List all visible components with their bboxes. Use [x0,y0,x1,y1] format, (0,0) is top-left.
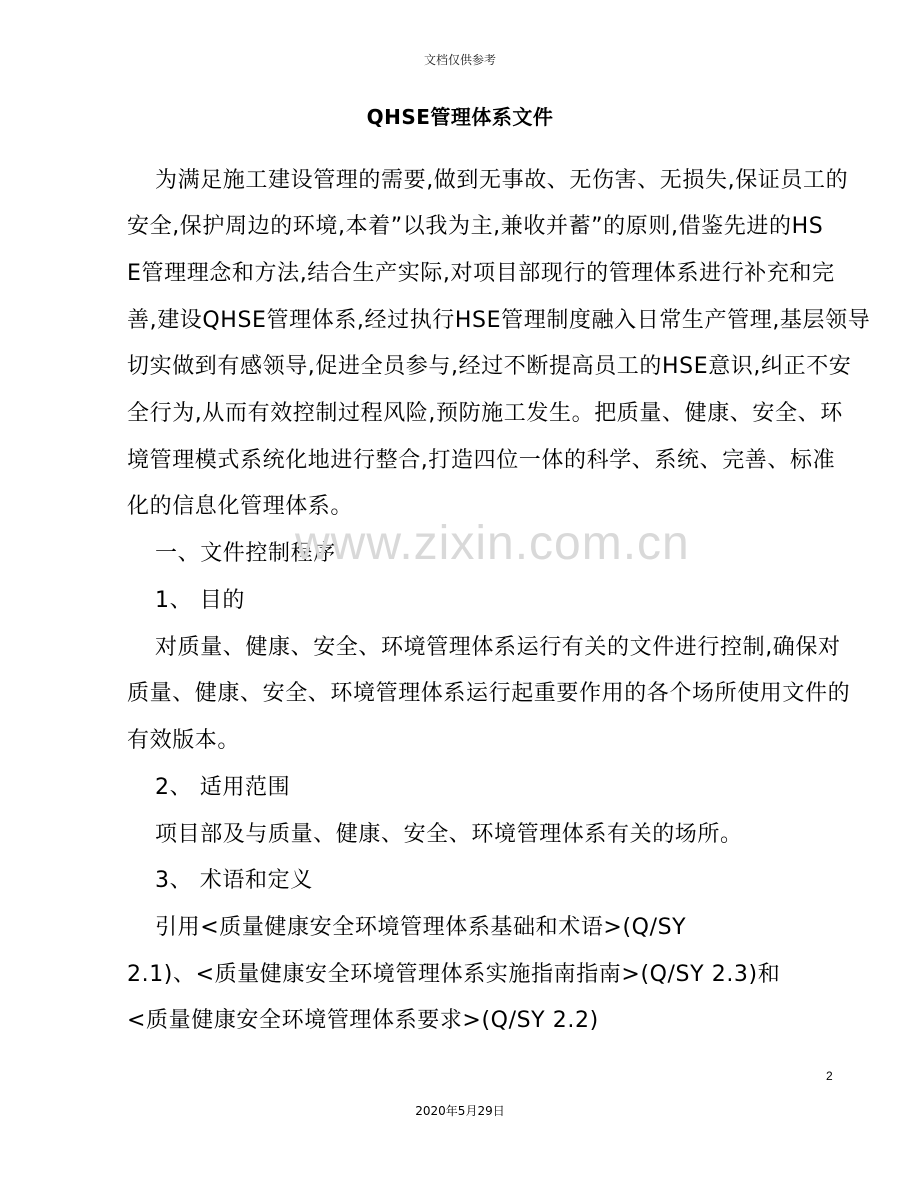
paragraph-line: 全行为,从而有效控制过程风险,预防施工发生。把质量、健康、安全、环 [127,401,843,426]
subsection-heading: 1、 目的 [155,588,245,613]
header-note: 文档仅供参考 [423,53,496,67]
document-title: QHSE管理体系文件 [366,105,554,129]
paragraph-line: 切实做到有感领导,促进全员参与,经过不断提高员工的HSE意识,纠正不安 [127,354,852,379]
subsection-heading: 2、 适用范围 [155,775,291,800]
paragraph-line: 化的信息化管理体系。 [127,494,354,519]
paragraph-line: 为满足施工建设管理的需要,做到无事故、无伤害、无损失,保证员工的 [155,168,849,193]
section-heading: 一、文件控制程序 [155,541,336,566]
paragraph-line: <质量健康安全环境管理体系要求>(Q/SY 2.2) [127,1008,599,1033]
paragraph-line: 引用<质量健康安全环境管理体系基础和术语>(Q/SY [155,915,687,940]
paragraph-line: 境管理模式系统化地进行整合,打造四位一体的科学、系统、完善、标准 [127,448,836,473]
paragraph-line: 有效版本。 [127,728,241,753]
watermark: www.zixin.com.cn [295,517,690,570]
footer-date: 2020年5月29日 [415,1104,505,1118]
paragraph-line: 对质量、健康、安全、环境管理体系运行有关的文件进行控制,确保对 [155,635,841,660]
paragraph-line: 善,建设QHSE管理体系,经过执行HSE管理制度融入日常生产管理,基层领导 [127,308,871,333]
paragraph-line: E管理理念和方法,结合生产实际,对项目部现行的管理体系进行补充和完 [127,261,835,286]
paragraph-line: 项目部及与质量、健康、安全、环境管理体系有关的场所。 [155,822,743,847]
subsection-heading: 3、 术语和定义 [155,868,313,893]
paragraph-line: 质量、健康、安全、环境管理体系运行起重要作用的各个场所使用文件的 [127,681,851,706]
paragraph-line: 2.1)、<质量健康安全环境管理体系实施指南指南>(Q/SY 2.3)和 [127,962,781,987]
paragraph-line: 安全,保护周边的环境,本着”以我为主,兼收并蓄”的原则,借鉴先进的HS [127,214,824,239]
page-number: 2 [826,1069,833,1083]
